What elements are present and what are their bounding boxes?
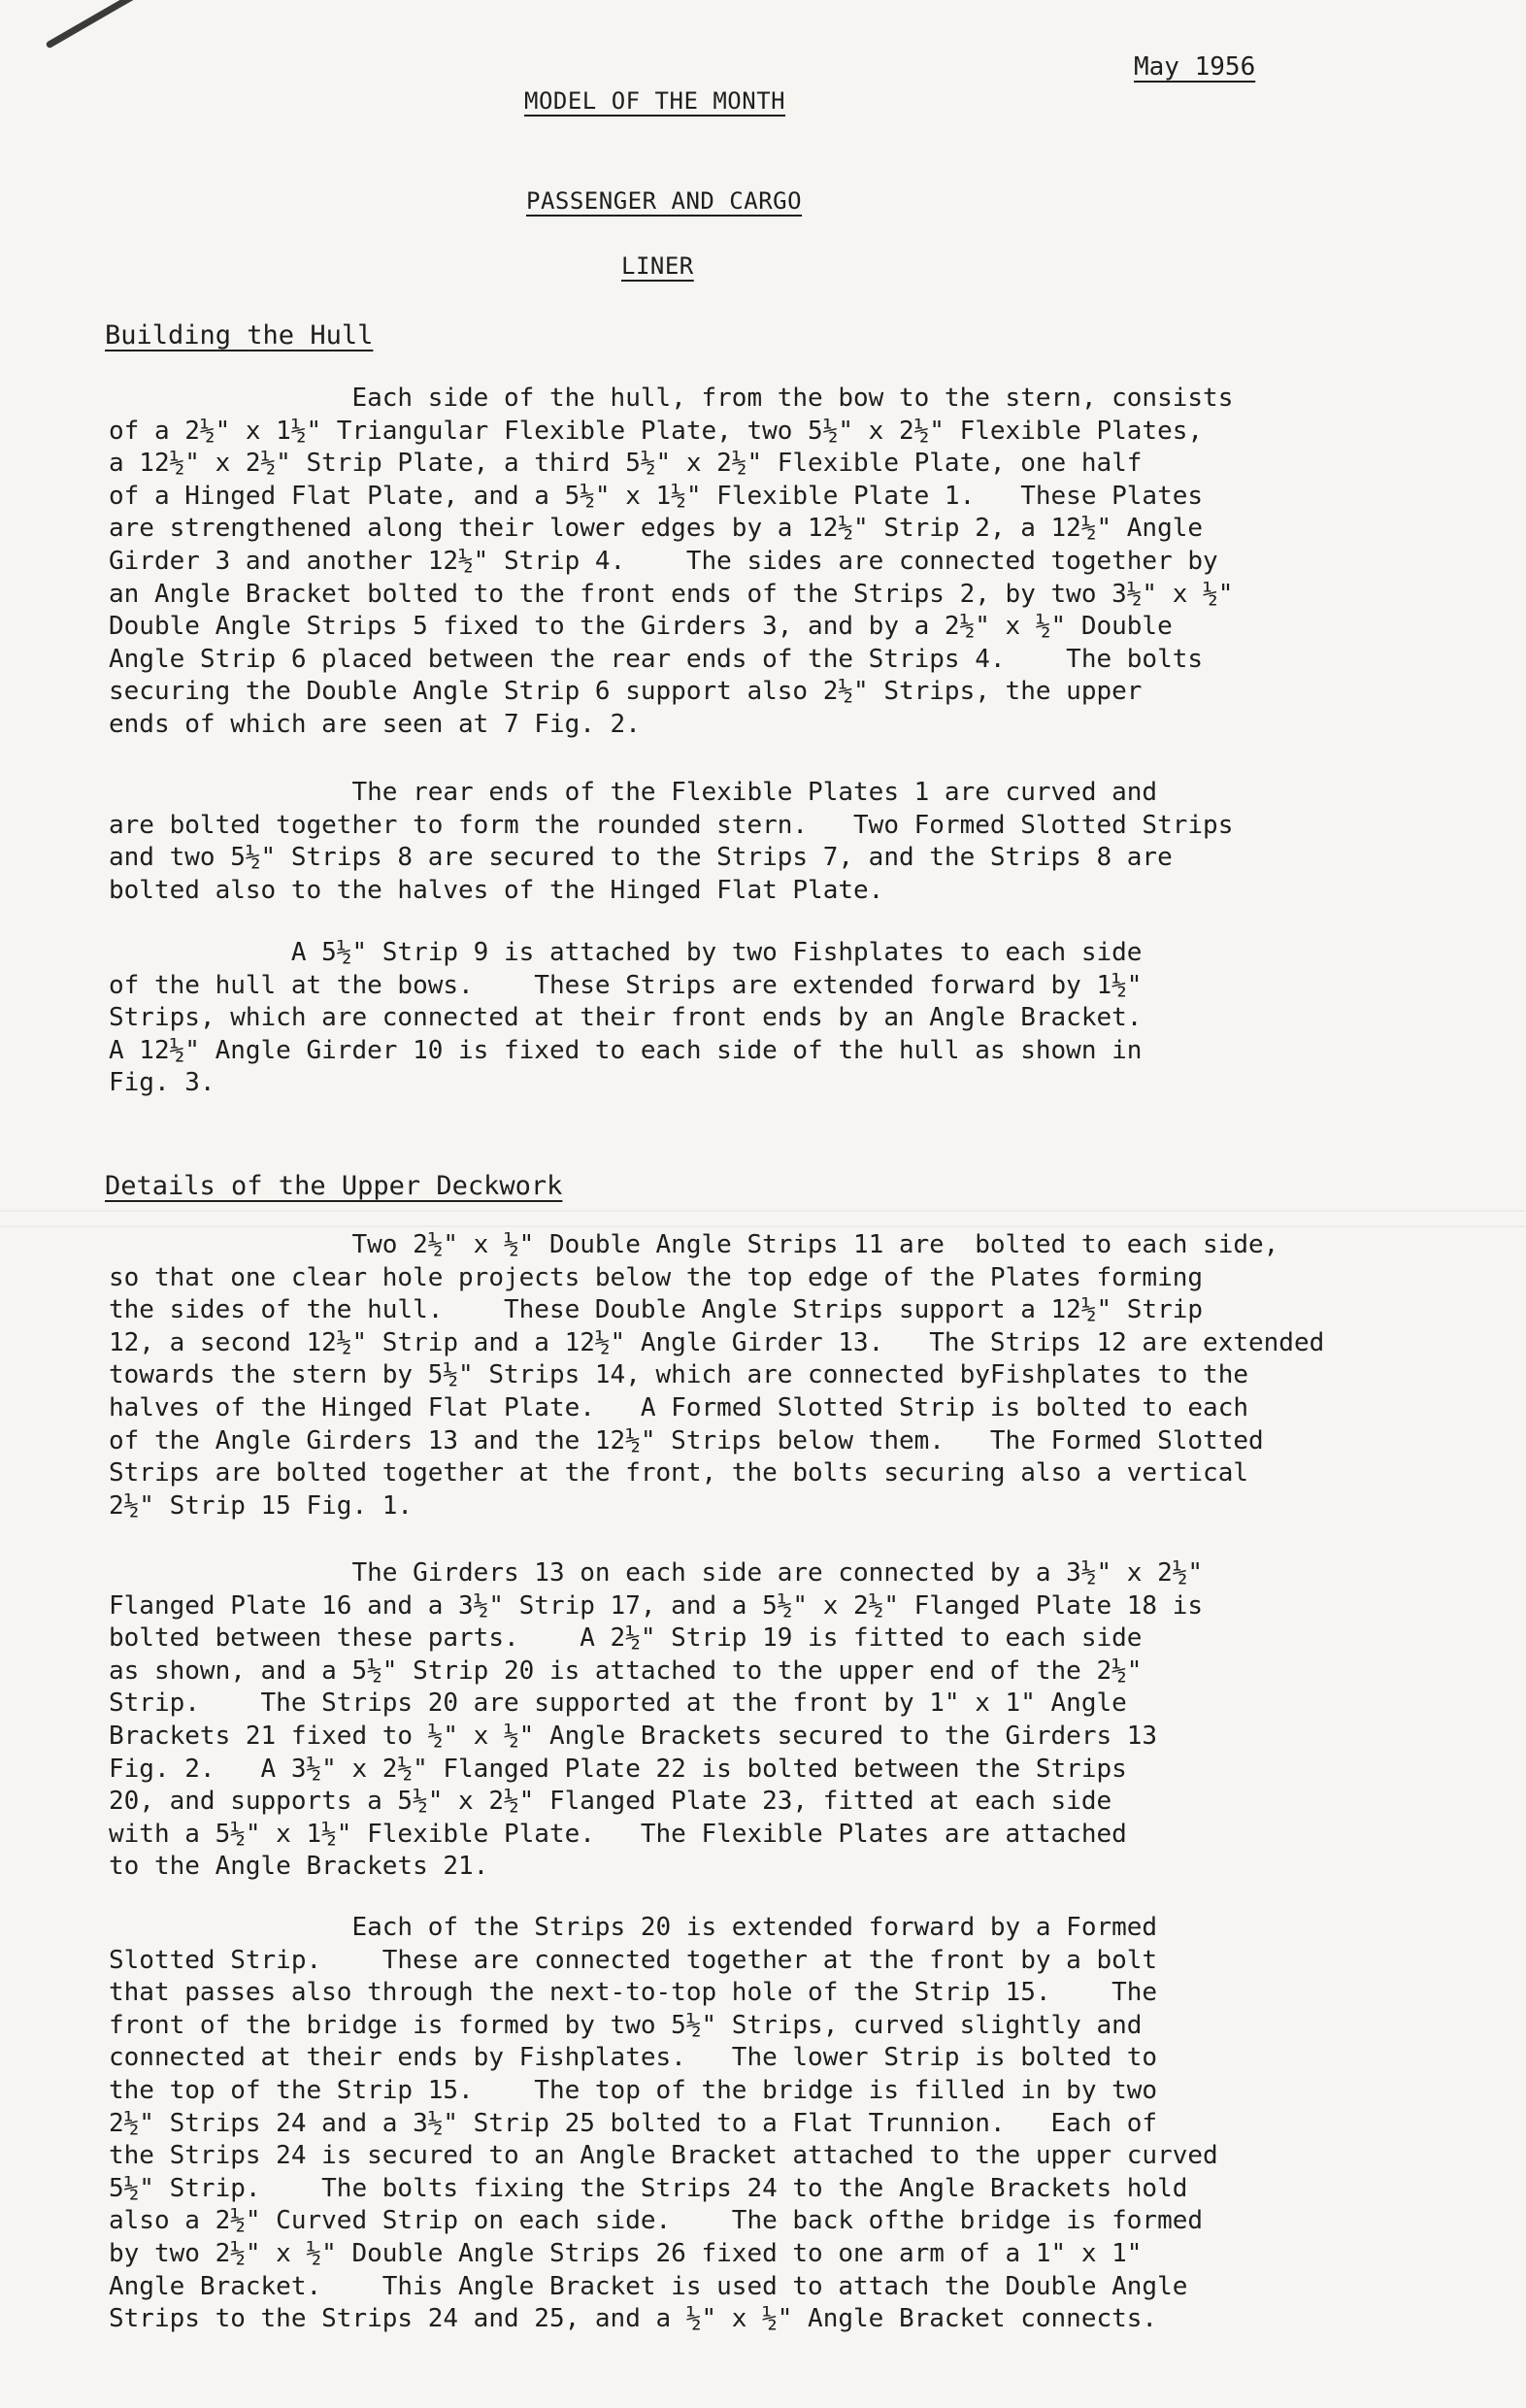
- text-line: The Girders 13 on each side are connected by a 3½" x 2½": [109, 1558, 1204, 1588]
- text-line: Strips are bolted together at the front, the bolts securing also a vertical: [109, 1458, 1248, 1488]
- text-line: Double Angle Strips 5 fixed to the Girders 3, and by a 2½" x ½" Double: [109, 612, 1173, 642]
- text-line: of a 2½" x 1½" Triangular Flexible Plate, two 5½" x 2½" Flexible Plates,: [109, 416, 1204, 446]
- document-date: May 1956: [1134, 52, 1256, 82]
- text-line: and two 5½" Strips 8 are secured to the Strips 7, and the Strips 8 are: [109, 843, 1173, 873]
- text-line: Brackets 21 fixed to ½" x ½" Angle Brackets secured to the Girders 13: [109, 1721, 1158, 1751]
- text-line: 20, and supports a 5½" x 2½" Flanged Plate 23, fitted at each side: [109, 1787, 1112, 1817]
- text-line: by two 2½" x ½" Double Angle Strips 26 fixed to one arm of a 1" x 1": [109, 2238, 1143, 2268]
- page-subtitle-liner: LINER: [621, 252, 694, 280]
- text-line: Each of the Strips 20 is extended forward by a Formed: [109, 1913, 1158, 1942]
- text-line: halves of the Hinged Flat Plate. A Formed Slotted Strip is bolted to each: [109, 1392, 1248, 1422]
- text-line: Each side of the hull, from the bow to the stern, consists: [109, 384, 1234, 413]
- text-line: 5½" Strip. The bolts fixing the Strips 24 to the Angle Brackets hold: [109, 2173, 1188, 2203]
- text-line: Strip. The Strips 20 are supported at the front by 1" x 1" Angle: [109, 1689, 1127, 1719]
- text-line: A 12½" Angle Girder 10 is fixed to each side of the hull as shown in: [109, 1035, 1143, 1065]
- text-line: Fig. 2. A 3½" x 2½" Flanged Plate 22 is bolted between the Strips: [109, 1754, 1127, 1784]
- text-line: are bolted together to form the rounded stern. Two Formed Slotted Strips: [109, 810, 1234, 840]
- text-line: the Strips 24 is secured to an Angle Bracket attached to the upper curved: [109, 2141, 1218, 2171]
- section-title-upper-deckwork: Details of the Upper Deckwork: [105, 1171, 563, 1201]
- page-subtitle: PASSENGER AND CARGO: [526, 187, 803, 215]
- page-title: MODEL OF THE MONTH: [524, 87, 786, 115]
- paragraph: [109, 1912, 1371, 2336]
- text-line: A 5½" Strip 9 is attached by two Fishplates to each side: [109, 938, 1143, 967]
- text-line: so that one clear hole projects below the top edge of the Plates forming: [109, 1262, 1204, 1292]
- text-line: of a Hinged Flat Plate, and a 5½" x 1½" Flexible Plate 1. These Plates: [109, 481, 1204, 511]
- text-line: an Angle Bracket bolted to the front ends of the Strips 2, by two 3½" x ½": [109, 579, 1234, 609]
- text-line: with a 5½" x 1½" Flexible Plate. The Flexible Plates are attached: [109, 1819, 1127, 1849]
- text-line: Fig. 3.: [109, 1068, 216, 1098]
- text-line: Angle Bracket. This Angle Bracket is used to attach the Double Angle: [109, 2271, 1188, 2301]
- text-line: The rear ends of the Flexible Plates 1 are curved and: [109, 778, 1158, 807]
- text-line: Slotted Strip. These are connected together at the front by a bolt: [109, 1945, 1158, 1975]
- paragraph: [109, 1229, 1371, 1522]
- section-title-building-hull: Building the Hull: [105, 320, 374, 351]
- text-line: are strengthened along their lower edges by a 12½" Strip 2, a 12½" Angle: [109, 514, 1204, 544]
- paragraph: [109, 777, 1371, 907]
- paper-fold-line: [0, 1210, 1526, 1212]
- text-line: ends of which are seen at 7 Fig. 2.: [109, 709, 641, 739]
- text-line: of the Angle Girders 13 and the 12½" Strips below them. The Formed Slotted: [109, 1425, 1264, 1455]
- text-line: connected at their ends by Fishplates. The lower Strip is bolted to: [109, 2043, 1158, 2073]
- text-line: bolted also to the halves of the Hinged Flat Plate.: [109, 875, 884, 905]
- paragraph: [109, 1557, 1371, 1884]
- pencil-mark-icon: [44, 0, 143, 51]
- text-line: Two 2½" x ½" Double Angle Strips 11 are bolted to each side,: [109, 1230, 1279, 1259]
- text-line: the sides of the hull. These Double Angle Strips support a 12½" Strip: [109, 1295, 1204, 1325]
- text-line: Girder 3 and another 12½" Strip 4. The sides are connected together by: [109, 546, 1218, 576]
- text-line: of the hull at the bows. These Strips are extended forward by 1½": [109, 970, 1143, 1000]
- text-line: front of the bridge is formed by two 5½" Strips, curved slightly and: [109, 2010, 1143, 2040]
- text-line: to the Angle Brackets 21.: [109, 1852, 489, 1882]
- text-line: a 12½" x 2½" Strip Plate, a third 5½" x 2½" Flexible Plate, one half: [109, 449, 1143, 479]
- text-line: Angle Strip 6 placed between the rear ends of the Strips 4. The bolts: [109, 644, 1204, 674]
- text-line: securing the Double Angle Strip 6 support also 2½" Strips, the upper: [109, 677, 1143, 707]
- text-line: Flanged Plate 16 and a 3½" Strip 17, and a 5½" x 2½" Flanged Plate 18 is: [109, 1590, 1204, 1621]
- paragraph: [109, 383, 1371, 742]
- text-line: Strips to the Strips 24 and 25, and a ½" x ½" Angle Bracket connects.: [109, 2304, 1158, 2334]
- text-line: towards the stern by 5½" Strips 14, which are connected byFishplates to the: [109, 1360, 1248, 1390]
- text-line: 2½" Strips 24 and a 3½" Strip 25 bolted to a Flat Trunnion. Each of: [109, 2108, 1158, 2138]
- paragraph: [109, 937, 1371, 1100]
- text-line: the top of the Strip 15. The top of the bridge is filled in by two: [109, 2075, 1158, 2105]
- text-line: 12, a second 12½" Strip and a 12½" Angle Girder 13. The Strips 12 are extended: [109, 1327, 1325, 1357]
- text-line: also a 2½" Curved Strip on each side. The back ofthe bridge is formed: [109, 2206, 1204, 2236]
- text-line: 2½" Strip 15 Fig. 1.: [109, 1490, 414, 1521]
- text-line: Strips, which are connected at their front ends by an Angle Bracket.: [109, 1003, 1143, 1033]
- text-line: that passes also through the next-to-top hole of the Strip 15. The: [109, 1978, 1158, 2008]
- text-line: bolted between these parts. A 2½" Strip 19 is fitted to each side: [109, 1623, 1143, 1654]
- paper-fold-line: [0, 1225, 1526, 1227]
- text-line: as shown, and a 5½" Strip 20 is attached to the upper end of the 2½": [109, 1656, 1143, 1686]
